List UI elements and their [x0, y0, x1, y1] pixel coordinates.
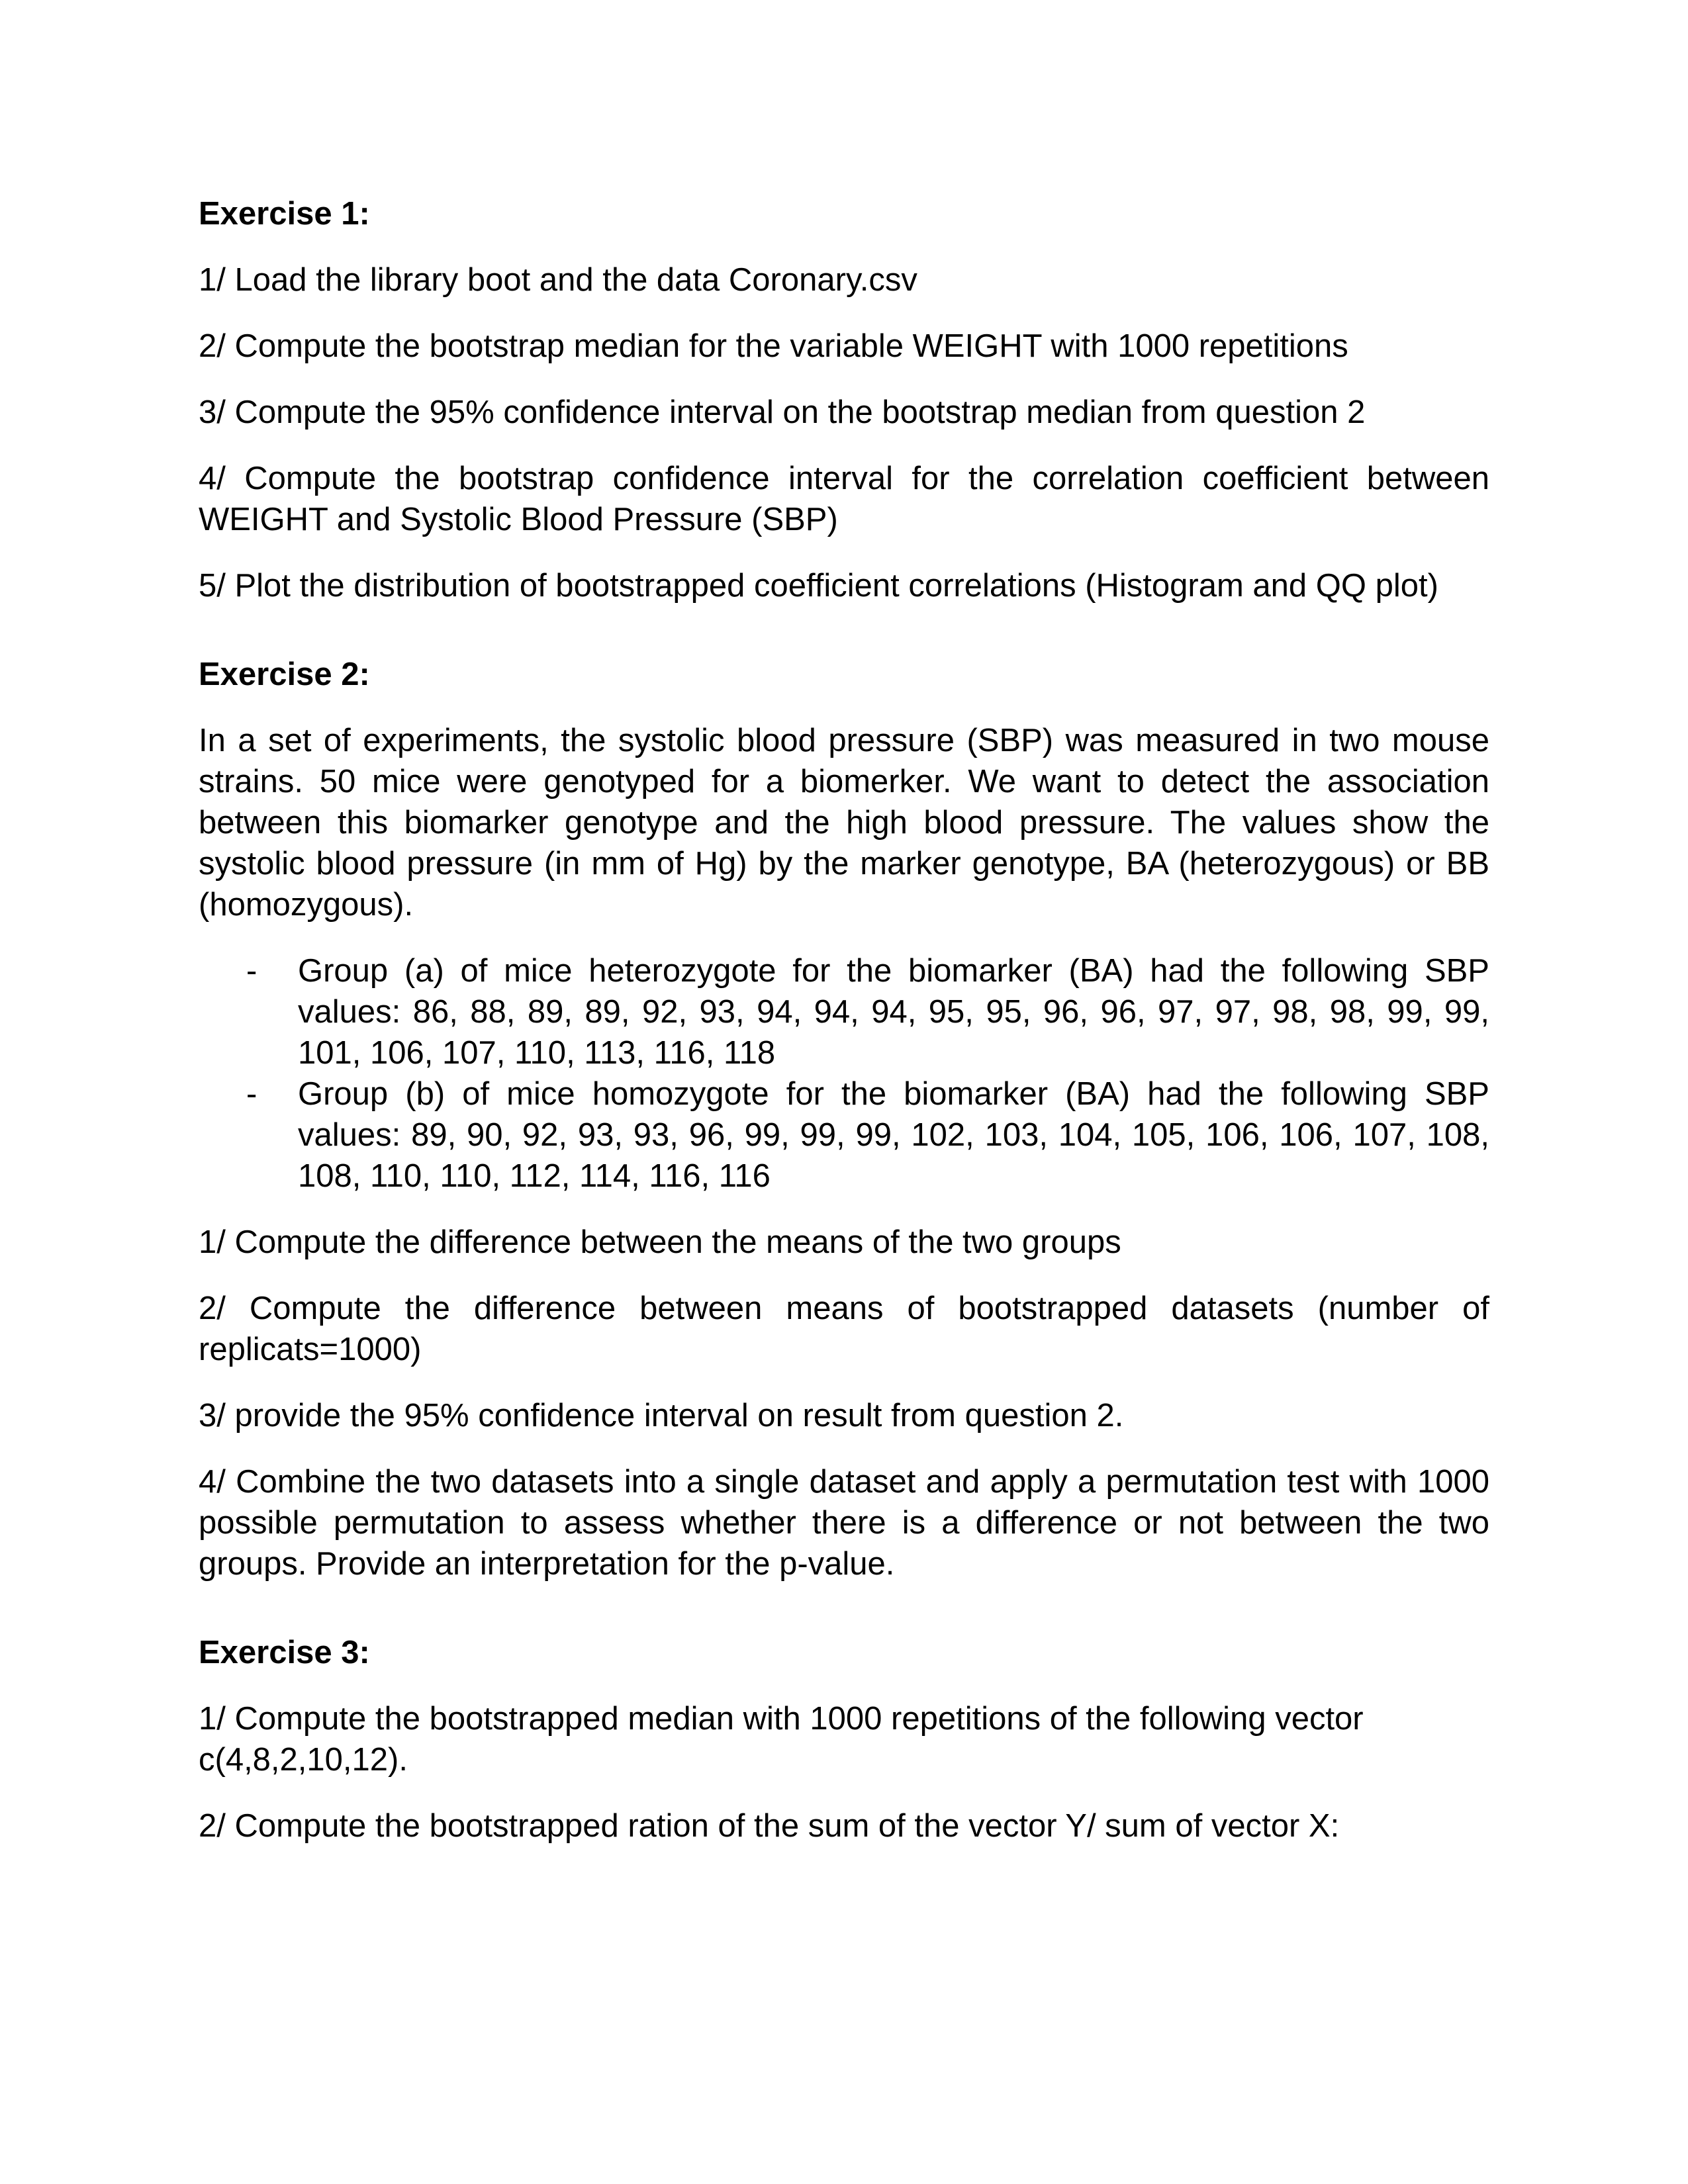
exercise-2-item-1: 1/ Compute the difference between the means of the two groups: [199, 1224, 1121, 1260]
exercise-2-section: [199, 654, 1489, 1584]
exercise-2-item-3: 3/ provide the 95% confidence interval on result from question 2.: [199, 1398, 1124, 1433]
exercise-1-heading: Exercise 1:: [199, 196, 370, 232]
exercise-1-item-4: 4/ Compute the bootstrap confidence interval for the correlation coefficient between WEIGHT and Systolic Blood Pressure (SBP): [199, 461, 1489, 537]
group-b-bullet-item: - Group (b) of mice homozygote for the biomarker (BA) had the following SBP values: 89, 90, 92, 93, 93, 96, 99, 99, 99, 102, 103, 104, 105, 106, 106, 107, 108, 108, 110, 110, 112, 114, 116, 116: [199, 1073, 1489, 1197]
group-a-bullet-item: - Group (a) of mice heterozygote for the biomarker (BA) had the following SBP values: 86, 88, 89, 89, 92, 93, 94, 94, 94, 95, 95, 96, 96, 97, 97, 98, 98, 99, 99, 101, 106, 107, 110, 113, 116, 118: [199, 950, 1489, 1073]
exercise-3-section: [199, 1632, 1489, 1846]
exercise-1-item-1: 1/ Load the library boot and the data Coronary.csv: [199, 262, 917, 298]
group-values-bullet-list: [199, 950, 1489, 1197]
exercise-3-item-2: 2/ Compute the bootstrapped ration of the sum of the vector Y/ sum of vector X:: [199, 1808, 1340, 1844]
exercise-2-item-4: 4/ Combine the two datasets into a single dataset and apply a permutation test with 1000 possible permutation to assess whether there is a difference or not between the two groups. Provide an interpretation for the p-value.: [199, 1464, 1489, 1582]
exercise-1-section: [199, 193, 1489, 606]
exercise-2-intro: In a set of experiments, the systolic blood pressure (SBP) was measured in two mouse strains. 50 mice were genotyped for a biomerker. We want to detect the association between this biomarker genotype and the high blood pressure. The values show the systolic blood pressure (in mm of Hg) by the marker genotype, BA (heterozygous) or BB (homozygous).: [199, 723, 1489, 923]
exercise-2-heading: Exercise 2:: [199, 657, 370, 692]
exercise-1-item-5: 5/ Plot the distribution of bootstrapped coefficient correlations (Histogram and QQ plot): [199, 568, 1438, 604]
exercise-3-heading: Exercise 3:: [199, 1635, 370, 1670]
exercise-2-item-2: 2/ Compute the difference between means of bootstrapped datasets (number of replicats=1000): [199, 1291, 1489, 1367]
exercise-3-item-1: 1/ Compute the bootstrapped median with 1000 repetitions of the following vector c(4,8,2,10,12).: [199, 1701, 1364, 1778]
exercise-1-item-2: 2/ Compute the bootstrap median for the variable WEIGHT with 1000 repetitions: [199, 328, 1348, 364]
exercise-1-item-3: 3/ Compute the 95% confidence interval on the bootstrap median from question 2: [199, 394, 1366, 430]
